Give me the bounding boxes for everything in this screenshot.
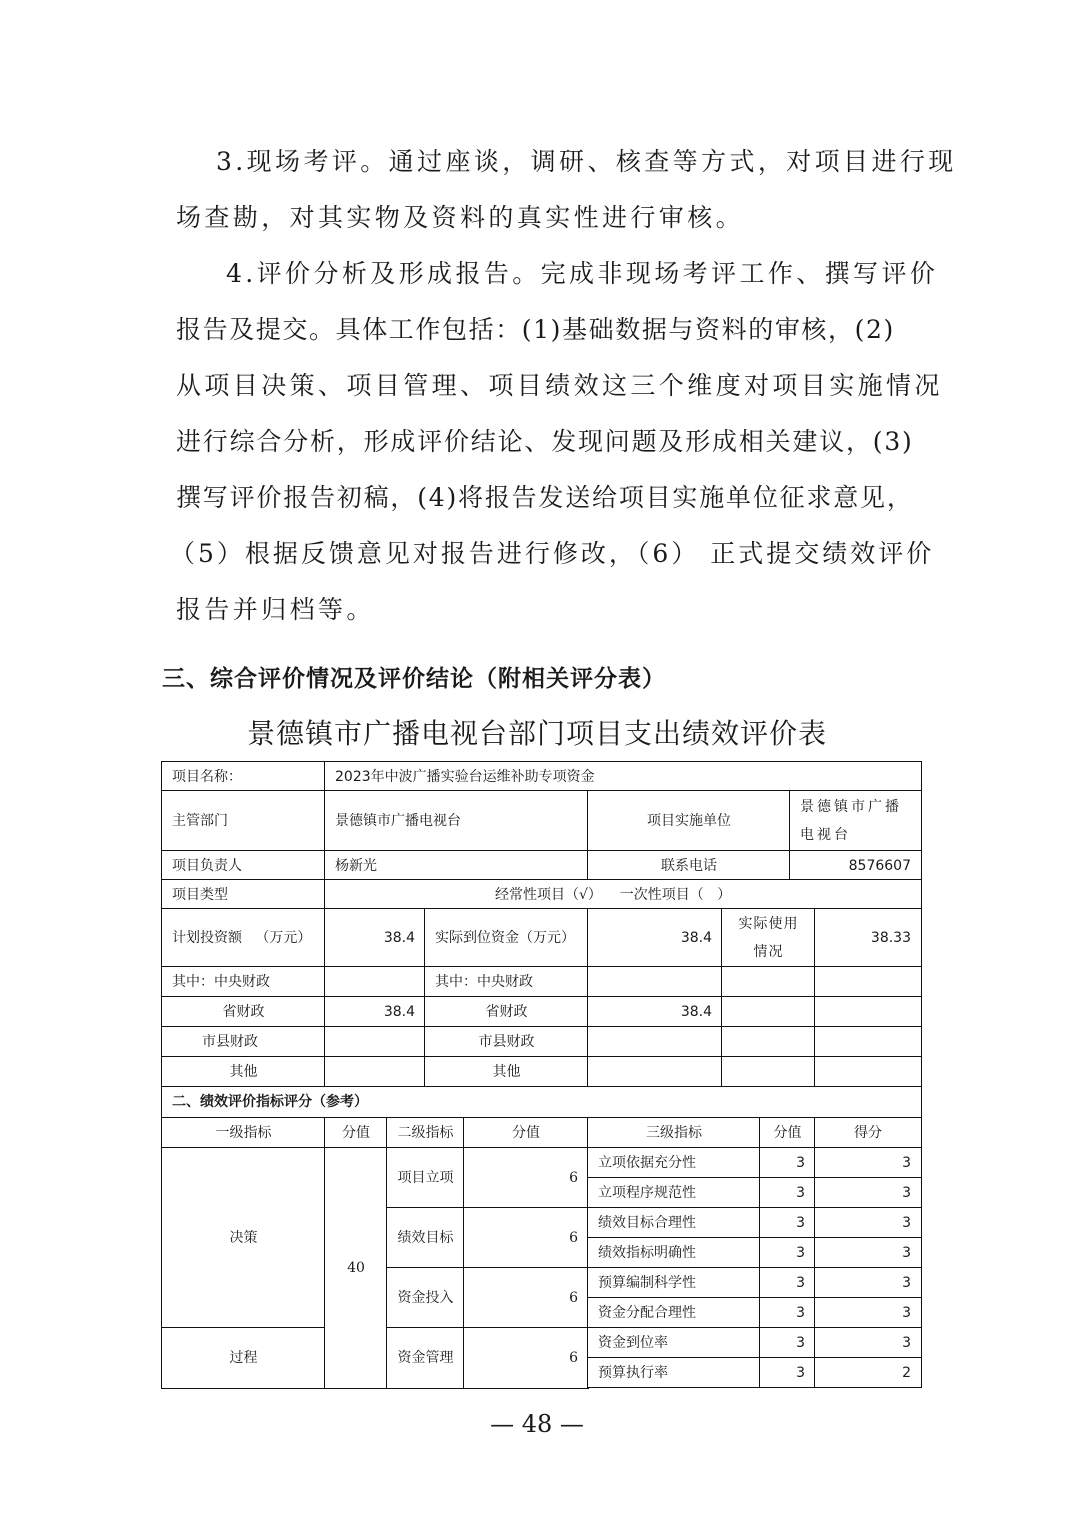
actual-value: 38.4	[587, 908, 723, 968]
body-line: 从项目决策、项目管理、项目绩效这三个维度对项目实施情况	[176, 371, 943, 400]
level3-item: 绩效目标合理性	[587, 1207, 761, 1238]
level3-score: 3	[759, 1327, 816, 1358]
fund-right-value	[587, 1026, 723, 1057]
level2-score: 6	[463, 1147, 589, 1209]
fund-right-value: 38.4	[587, 996, 723, 1027]
header-level3: 三级指标	[587, 1117, 761, 1148]
level3-got: 3	[814, 1207, 922, 1238]
fund-right-label: 省财政	[424, 996, 589, 1027]
section-heading: 三、综合评价情况及评价结论（附相关评分表）	[162, 666, 666, 692]
empty-cell	[721, 1026, 816, 1057]
empty-cell	[814, 996, 922, 1027]
level3-got: 2	[814, 1357, 922, 1388]
header-level2: 二级指标	[386, 1117, 465, 1148]
level3-score: 3	[759, 1147, 816, 1178]
phone-label: 联系电话	[587, 850, 791, 881]
type-label: 项目类型	[161, 879, 326, 910]
fund-right-label: 市县财政	[424, 1026, 589, 1057]
level2-score: 6	[463, 1327, 589, 1389]
body-line: （5）根据反馈意见对报告进行修改，（6） 正式提交绩效评价	[170, 539, 935, 568]
fund-right-label: 其他	[424, 1056, 589, 1087]
dept-value: 景德镇市广播电视台	[324, 790, 589, 852]
level2-item: 项目立项	[386, 1147, 465, 1209]
body-line: 3.现场考评。通过座谈，调研、核查等方式，对项目进行现	[216, 147, 957, 176]
impl-unit-label: 项目实施单位	[587, 790, 791, 852]
empty-cell	[721, 966, 816, 997]
used-value: 38.33	[814, 908, 922, 968]
header-level2-score: 分值	[463, 1117, 589, 1148]
fund-right-value	[587, 1056, 723, 1087]
body-line: 场查勘，对其实物及资料的真实性进行审核。	[176, 203, 745, 232]
phone-value: 8576607	[789, 850, 922, 881]
impl-unit-value: 景德镇市广播电视台	[789, 790, 922, 852]
level3-item: 预算执行率	[587, 1357, 761, 1388]
level3-got: 3	[814, 1267, 922, 1298]
level3-got: 3	[814, 1177, 922, 1208]
level3-score: 3	[759, 1297, 816, 1328]
level3-score: 3	[759, 1207, 816, 1238]
level3-score: 3	[759, 1177, 816, 1208]
empty-cell	[721, 996, 816, 1027]
level2-score: 6	[463, 1207, 589, 1269]
level2-score: 6	[463, 1267, 589, 1329]
fund-right-label: 其中：中央财政	[424, 966, 589, 997]
level3-item: 立项程序规范性	[587, 1177, 761, 1208]
body-line: 撰写评价报告初稿，(4)将报告发送给项目实施单位征求意见，	[176, 483, 914, 512]
fund-left-value	[324, 1056, 426, 1087]
level1-decision: 决策	[161, 1147, 326, 1329]
planned-label: 计划投资额 （万元）	[161, 908, 326, 968]
level3-item: 资金分配合理性	[587, 1297, 761, 1328]
header-got-score: 得分	[814, 1117, 922, 1148]
fund-left-label: 其中：中央财政	[161, 966, 326, 997]
fund-left-value	[324, 966, 426, 997]
fund-left-label: 其他	[161, 1056, 326, 1087]
body-line: 进行综合分析，形成评价结论、发现问题及形成相关建议，(3)	[176, 427, 914, 456]
type-value: 经常性项目（√） 一次性项目（ ）	[324, 879, 922, 910]
leader-value: 杨新光	[324, 850, 589, 881]
level1-score: 40	[324, 1147, 388, 1389]
level2-item: 资金投入	[386, 1267, 465, 1329]
level3-item: 绩效指标明确性	[587, 1237, 761, 1268]
body-line: 报告及提交。具体工作包括：(1)基础数据与资料的审核，(2)	[176, 315, 895, 344]
level3-score: 3	[759, 1237, 816, 1268]
used-label: 实际使用情况	[721, 908, 816, 968]
empty-cell	[814, 1026, 922, 1057]
fund-left-label: 省财政	[161, 996, 326, 1027]
empty-cell	[721, 1056, 816, 1087]
planned-value: 38.4	[324, 908, 426, 968]
level3-got: 3	[814, 1297, 922, 1328]
header-level3-score: 分值	[759, 1117, 816, 1148]
level3-got: 3	[814, 1327, 922, 1358]
level3-got: 3	[814, 1147, 922, 1178]
level2-item: 资金管理	[386, 1327, 465, 1389]
level3-score: 3	[759, 1357, 816, 1388]
dept-label: 主管部门	[161, 790, 326, 852]
fund-left-label: 市县财政	[161, 1026, 326, 1057]
project-name-label: 项目名称：	[161, 761, 326, 792]
empty-cell	[814, 966, 922, 997]
level3-got: 3	[814, 1237, 922, 1268]
header-level1: 一级指标	[161, 1117, 326, 1148]
fund-right-value	[587, 966, 723, 997]
table-title: 景德镇市广播电视台部门项目支出绩效评价表	[246, 717, 827, 750]
leader-label: 项目负责人	[161, 850, 326, 881]
level1-process: 过程	[161, 1327, 326, 1389]
actual-label: 实际到位资金（万元）	[424, 908, 589, 968]
scoring-section-label: 二、绩效评价指标评分（参考）	[161, 1086, 922, 1118]
page-number: — 48 —	[490, 1410, 584, 1438]
level2-item: 绩效目标	[386, 1207, 465, 1269]
level3-item: 资金到位率	[587, 1327, 761, 1358]
level3-score: 3	[759, 1267, 816, 1298]
header-level1-score: 分值	[324, 1117, 388, 1148]
project-name-value: 2023年中波广播实验台运维补助专项资金	[324, 761, 922, 792]
empty-cell	[814, 1056, 922, 1087]
body-line: 报告并归档等。	[176, 595, 375, 624]
fund-left-value: 38.4	[324, 996, 426, 1027]
level3-item: 立项依据充分性	[587, 1147, 761, 1178]
body-line: 4.评价分析及形成报告。完成非现场考评工作、撰写评价	[226, 259, 939, 288]
fund-left-value	[324, 1026, 426, 1057]
level3-item: 预算编制科学性	[587, 1267, 761, 1298]
